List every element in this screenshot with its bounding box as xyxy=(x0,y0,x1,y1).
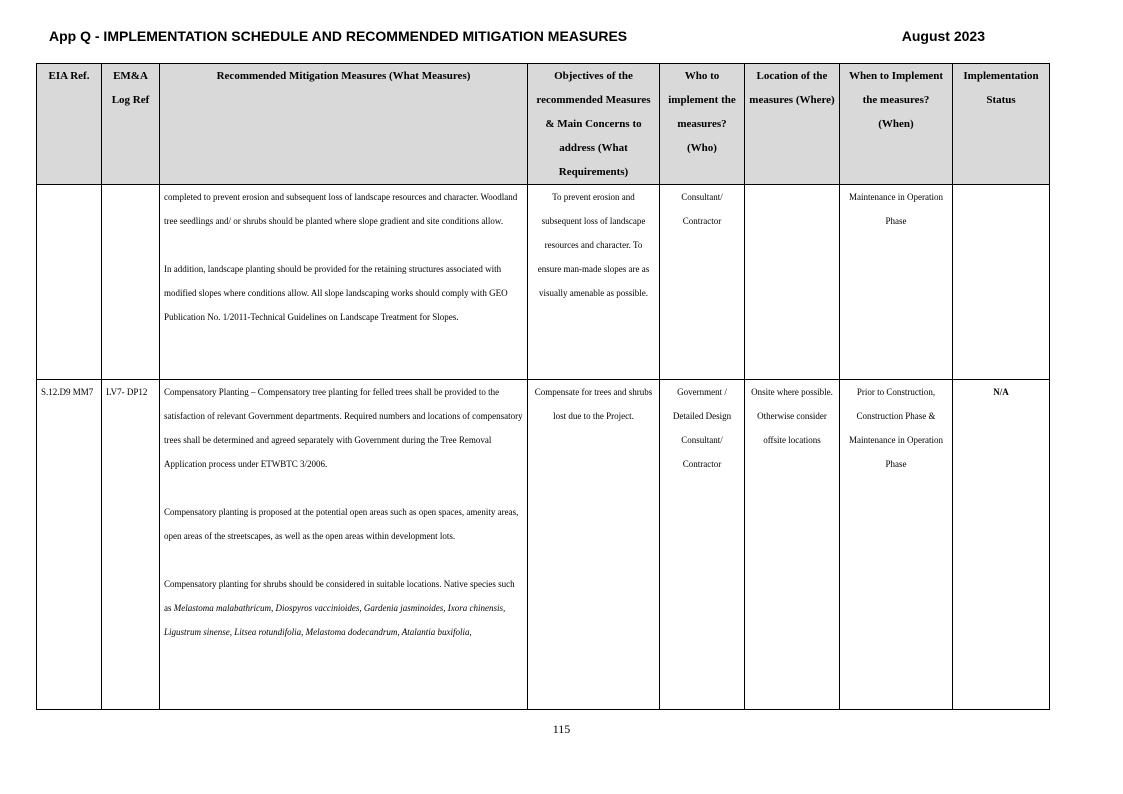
page-header xyxy=(49,28,985,48)
cell-status xyxy=(953,185,1050,380)
column-header-where: Location of the measures (Where) xyxy=(745,64,840,185)
cell-where xyxy=(745,185,840,380)
measures-paragraph: In addition, landscape planting should be provided for the retaining structures associated with modified slopes where conditions allow. All slope landscaping works should comply with GEO Publication No. 1/2011-Technical Guidelines on Landscape Treatment for Slopes. xyxy=(164,264,508,322)
document-title: App Q - IMPLEMENTATION SCHEDULE AND RECOMMENDED MITIGATION MEASURES xyxy=(49,28,628,44)
document-date: August 2023 xyxy=(901,28,985,44)
cell-who: Government / Detailed Design Consultant/ Contractor xyxy=(660,380,745,710)
measures-paragraph: Compensatory Planting – Compensatory tree planting for felled trees shall be provided to the satisfaction of relevant Government departments. Required numbers and locations of compensatory trees shall be determined and agreed separately with Government during the Tree Removal Application process under ETWBTC 3/2006. xyxy=(164,387,523,469)
cell-who: Consultant/ Contractor xyxy=(660,185,745,380)
column-header-when: When to Implement the measures? (When) xyxy=(840,64,953,185)
cell-where: Onsite where possible. Otherwise consider offsite locations xyxy=(745,380,840,710)
table-row xyxy=(37,380,1050,710)
cell-measures xyxy=(160,185,528,380)
cell-when: Prior to Construction, Construction Phase & Maintenance in Operation Phase xyxy=(840,380,953,710)
cell-eia-ref: S.12.D9 MM7 xyxy=(37,380,102,710)
table-row xyxy=(37,185,1050,380)
cell-measures xyxy=(160,380,528,710)
measures-paragraph xyxy=(164,572,523,644)
column-header-eia-ref: EIA Ref. xyxy=(37,64,102,185)
species-list: Melastoma malabathricum, Diospyros vaccinioides, Gardenia jasminoides, Ixora chinensis, Ligustrum sinense, Litsea rotundifolia, Melastoma dodecandrum, Atalantia buxifolia, xyxy=(164,603,506,637)
column-header-status: Implementation Status xyxy=(953,64,1050,185)
page-number: 115 xyxy=(552,722,571,736)
measures-text: Compensatory planting for shrubs should be considered in suitable locations. Native species such as xyxy=(164,579,515,613)
column-header-measures: Recommended Mitigation Measures (What Measures) xyxy=(160,64,528,185)
measures-paragraph: Compensatory planting is proposed at the potential open areas such as open spaces, amenity areas, open areas of the streetscapes, as well as the open areas within development lots. xyxy=(164,507,519,541)
cell-log-ref xyxy=(102,185,160,380)
cell-objectives: To prevent erosion and subsequent loss of landscape resources and character. To ensure man-made slopes are as visually amenable as possible. xyxy=(528,185,660,380)
cell-when: Maintenance in Operation Phase xyxy=(840,185,953,380)
cell-status: N/A xyxy=(953,380,1050,710)
cell-log-ref: LV7- DP12 xyxy=(102,380,160,710)
cell-objectives: Compensate for trees and shrubs lost due to the Project. xyxy=(528,380,660,710)
cell-eia-ref xyxy=(37,185,102,380)
measures-paragraph: completed to prevent erosion and subsequent loss of landscape resources and character. Woodland tree seedlings and/ or shrubs should be planted where slope gradient and site conditions allow. xyxy=(164,192,518,226)
column-header-who: Who to implement the measures? (Who) xyxy=(660,64,745,185)
implementation-schedule-table xyxy=(36,63,1050,710)
column-header-objectives: Objectives of the recommended Measures & Main Concerns to address (What Requirements) xyxy=(528,64,660,185)
column-header-log-ref: EM&A Log Ref xyxy=(102,64,160,185)
table-header-row xyxy=(37,64,1050,185)
